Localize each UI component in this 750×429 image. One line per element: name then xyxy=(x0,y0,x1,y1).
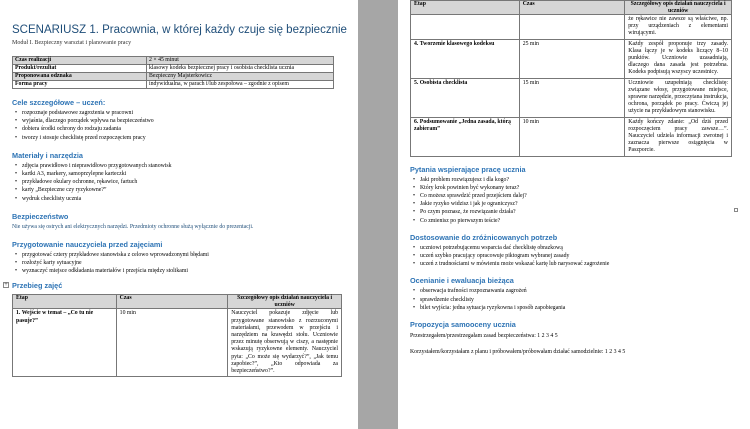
list-item: • rozpoznaje podstawowe zagrożenia w pracowni xyxy=(22,109,348,117)
table-row xyxy=(13,309,342,377)
list-item: • wydruk checklisty ucznia xyxy=(22,195,348,203)
time-cell: 25 min xyxy=(519,39,625,78)
eval-list xyxy=(410,287,740,312)
prep-heading: Przygotowanie nauczyciela przed zajęciami xyxy=(12,239,163,249)
list-item: • sprawdzenie checklisty xyxy=(420,296,740,304)
info-label: Forma pracy xyxy=(13,81,147,89)
table-move-handle-icon[interactable]: + xyxy=(4,282,8,289)
scenario-title: SCENARIUSZ 1. Pracownia, w której każdy czuje się bezpiecznie xyxy=(12,24,347,36)
questions-list xyxy=(410,176,740,225)
stage-cell xyxy=(411,15,520,40)
list-item: • karty „Bezpieczne czy ryzykowne?” xyxy=(22,186,348,194)
materials-list xyxy=(12,162,348,203)
time-cell: 10 min xyxy=(519,117,625,156)
list-item: • zdjęcia prawidłowo i nieprawidłowo przygotowanych stanowisk xyxy=(22,162,348,170)
list-item: • tworzy i stosuje checklistę przed rozpoczęciem pracy xyxy=(22,134,348,142)
info-value: klasowy kodeks bezpiecznej pracy i osobista checklista ucznia xyxy=(147,65,334,73)
description-cell: Nauczyciel pokazuje zdjęcie lub przygotowane stanowisko z rozrzuconymi materiałami, przewodem w przejściu i narzędziem na krawędzi stołu. Uczniowie przez minutę obserwują w ciszy, a następnie wskazują ryzykowne elementy. Nauczyciel pyta: „Co może się wydarzyć?”, „Jak temu zapobiec?”, „Kto odpowiada za bezpieczeństwo?”. xyxy=(228,309,342,377)
goals-list xyxy=(12,109,348,142)
info-label: Czas realizacji xyxy=(13,57,147,65)
header-time: Czas xyxy=(116,295,228,309)
description-cell: Każdy zespół proponuje trzy zasady. Klasa łączy je w kodeks liczący 8–10 punktów. Uczniowie uzasadniają, dlaczego dana zasada jest potrzebna. Kodeks podpisują wszyscy uczestnicy. xyxy=(625,39,732,78)
info-value: 2 × 45 minut xyxy=(147,57,334,65)
list-item: • uczniowi potrzebującemu wsparcia dać checklistę obrazkową xyxy=(420,244,740,252)
time-cell: 10 min xyxy=(116,309,228,377)
module-subtitle: Moduł I. Bezpieczny warsztat i planowanie pracy xyxy=(12,40,132,46)
list-item: • Co zmienisz po pierwszym teście? xyxy=(420,217,740,225)
info-row xyxy=(13,81,334,89)
list-item: • dobiera środki ochrony do rodzaju zadania xyxy=(22,125,348,133)
table-row xyxy=(411,78,732,117)
info-row xyxy=(13,73,334,81)
self-assessment-line: Przestrzegałem/przestrzegałam zasad bezpieczeństwa: 1 2 3 4 5 xyxy=(410,333,558,340)
info-value: Bezpieczny Majsterkowicz xyxy=(147,73,334,81)
self-assessment-heading: Propozycja samooceny ucznia xyxy=(410,320,516,330)
list-item: • bilet wyjścia: jedna sytuacja ryzykowna i sposób zapobiegania xyxy=(420,304,740,312)
list-item: • wyznaczyć miejsce odkładania materiałów i przejścia między stolikami xyxy=(22,267,348,275)
left-page xyxy=(0,0,358,429)
resize-handle-icon[interactable] xyxy=(734,208,738,212)
info-value: indywidualna, w parach i/lub zespołowa – zgodnie z opisem xyxy=(147,81,334,89)
safety-text: Nie używa się ostrych ani elektrycznych narzędzi. Przedmioty ochronne służą wyłącznie do prezentacji. xyxy=(12,223,254,230)
header-description: Szczegółowy opis działań nauczyciela i uczniów xyxy=(625,1,732,15)
list-item: • Jakie ryzyko widzisz i jak je ograniczysz? xyxy=(420,200,740,208)
description-cell: że rękawice nie zawsze są właściwe, np. przy urządzeniach z elementami wirującymi. xyxy=(625,15,732,40)
list-item: • Co możesz sprawdzić przed przejściem dalej? xyxy=(420,192,740,200)
info-label: Proponowana odznaka xyxy=(13,73,147,81)
list-item: • przygotować cztery przykładowe stanowiska z celowo wprowadzonymi błędami xyxy=(22,251,348,259)
goals-heading: Cele szczegółowe – uczeń: xyxy=(12,98,106,107)
header-time: Czas xyxy=(519,1,625,15)
table-row xyxy=(411,117,732,156)
header-stage: Etap xyxy=(411,1,520,15)
list-item: • uczeń szybko pracujący opracowuje piktogram wybranej zasady xyxy=(420,252,740,260)
list-item: • uczeń z trudnościami w mówieniu może wskazać kartę lub narysować zagrożenie xyxy=(420,260,740,268)
questions-heading: Pytania wspierające pracę ucznia xyxy=(410,164,526,174)
flow-table xyxy=(12,294,342,377)
stage-cell: 4. Tworzenie klasowego kodeksu xyxy=(411,39,520,78)
stage-cell: 1. Wejście w temat – „Co tu nie pasuje?” xyxy=(13,309,117,377)
adapt-heading: Dostosowanie do zróżnicowanych potrzeb xyxy=(410,232,558,242)
flow-section xyxy=(4,281,348,291)
stage-cell: 5. Osobista checklista xyxy=(411,78,520,117)
list-item: • przykładowe okulary ochronne, rękawice, fartuch xyxy=(22,178,348,186)
info-table xyxy=(12,56,334,89)
page-gutter xyxy=(358,0,398,429)
prep-list xyxy=(12,251,348,276)
list-item: • Po czym poznasz, że rozwiązanie działa? xyxy=(420,208,740,216)
flow-heading: Przebieg zajęć xyxy=(12,281,63,291)
time-cell xyxy=(519,15,625,40)
list-item: • Który krok powinien być wykonany teraz? xyxy=(420,184,740,192)
eval-heading: Ocenianie i ewaluacja bieżąca xyxy=(410,276,514,286)
header-stage: Etap xyxy=(13,295,117,309)
right-page xyxy=(398,0,750,429)
safety-heading: Bezpieczeństwo xyxy=(12,211,69,221)
time-cell: 15 min xyxy=(519,78,625,117)
description-cell: Każdy kończy zdanie: „Od dziś przed rozpoczęciem pracy zawsze…”. Nauczyciel udziela informacji zwrotnej i zaznacza pierwsze osiągnięcia w Paszporcie. xyxy=(625,117,732,156)
table-row xyxy=(411,39,732,78)
info-row xyxy=(13,57,334,65)
list-item: • Jaki problem rozwiązujesz i dla kogo? xyxy=(420,176,740,184)
materials-heading: Materiały i narzędzia xyxy=(12,150,83,160)
table-header-row xyxy=(13,295,342,309)
flow-table-continued xyxy=(410,0,732,157)
list-item: • kartki A3, markery, samoprzylepne karteczki xyxy=(22,170,348,178)
description-cell: Uczniowie uzupełniają checklistę: związane włosy, przygotowane miejsce, sprawne narzędzie, przeczytana instrukcja, ochrona, porządek po pracy. Ćwiczą jej użycie na przykładowym stanowisku. xyxy=(625,78,732,117)
list-item: • obserwacja trafności rozpoznawania zagrożeń xyxy=(420,287,740,295)
header-description: Szczegółowy opis działań nauczyciela i uczniów xyxy=(228,295,342,309)
stage-cell: 6. Podsumowanie „Jedna zasada, którą zabieram” xyxy=(411,117,520,156)
adapt-list xyxy=(410,244,740,269)
table-row xyxy=(411,15,732,40)
table-header-row xyxy=(411,1,732,15)
self-assessment-line: Korzystałem/korzystałam z planu i próbowałem/próbowałam działać samodzielnie: 1 2 3 4 5 xyxy=(410,349,626,356)
list-item: • wyjaśnia, dlaczego porządek wpływa na bezpieczeństwo xyxy=(22,117,348,125)
list-item: • rozłożyć karty sytuacyjne xyxy=(22,259,348,267)
info-label: Produkt/rezultat xyxy=(13,65,147,73)
info-row xyxy=(13,65,334,73)
